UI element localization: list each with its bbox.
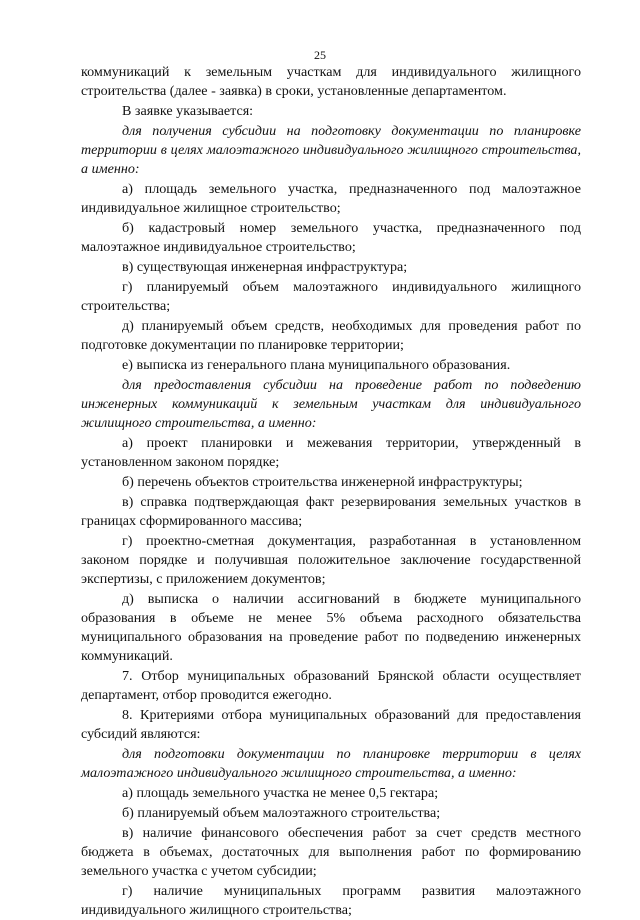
list-item-a: а) проект планировки и межевания территории, утвержденный в установленном законом порядке;: [81, 435, 581, 470]
list-item-d: д) выписка о наличии ассигнований в бюджете муниципального образования в объеме не менее 5% объема расходного обязательства муниципального образования на проведение работ по подведению инженерных коммуникаций.: [81, 591, 581, 664]
list-item-e: е) выписка из генерального плана муниципального образования.: [122, 357, 511, 373]
paragraph-application-deadline: коммуникаций к земельным участкам для индивидуального жилищного строительства (далее - заявка) в сроки, установленные департаментом.: [81, 64, 581, 99]
list-item-g: г) проектно-сметная документация, разработанная в установленном законом порядке и получившая положительное заключение государственной экспертизы, с приложением документов;: [81, 533, 581, 587]
list-item-a: а) площадь земельного участка не менее 0,5 гектара;: [122, 785, 439, 801]
list-item-v: в) наличие финансового обеспечения работ за счет средств местного бюджета в объемах, достаточных для выполнения работ по формированию земельного участка с учетом субсидии;: [81, 825, 581, 879]
list-item-v: в) существующая инженерная инфраструктура;: [122, 259, 408, 275]
list-item-v: в) справка подтверждающая факт резервирования земельных участков в границах сформированного массива;: [81, 494, 581, 529]
document-body: [81, 63, 581, 920]
page-number: 25: [314, 48, 326, 62]
paragraph-planning-subsidy-heading: для получения субсидии на подготовку документации по планировке территории в целях малоэтажного индивидуального жилищного строительства, а именно:: [81, 123, 581, 177]
paragraph-application-contents-intro: В заявке указывается:: [122, 103, 254, 119]
list-item-b: б) кадастровый номер земельного участка, предназначенного под малоэтажное индивидуальное строительство;: [81, 220, 581, 255]
paragraph-planning-criteria-heading: для подготовки документации по планировке территории в целях малоэтажного индивидуального жилищного строительства, а именно:: [81, 746, 581, 781]
clause-7: 7. Отбор муниципальных образований Брянской области осуществляет департамент, отбор проводится ежегодно.: [81, 668, 581, 703]
paragraph-utilities-subsidy-heading: для предоставления субсидии на проведение работ по подведению инженерных коммуникаций к земельным участкам для индивидуального жилищного строительства, а именно:: [81, 377, 581, 431]
list-item-b: б) планируемый объем малоэтажного строительства;: [122, 805, 441, 821]
list-item-a: а) площадь земельного участка, предназначенного под малоэтажное индивидуальное жилищное строительство;: [81, 181, 581, 216]
clause-8: 8. Критериями отбора муниципальных образований для предоставления субсидий являются:: [81, 707, 581, 742]
list-item-g: г) наличие муниципальных программ развития малоэтажного индивидуального жилищного строительства;: [81, 883, 581, 918]
list-item-d: д) планируемый объем средств, необходимых для проведения работ по подготовке документации по планировке территории;: [81, 318, 581, 353]
list-item-b: б) перечень объектов строительства инженерной инфраструктуры;: [122, 474, 523, 490]
list-item-g: г) планируемый объем малоэтажного индивидуального жилищного строительства;: [81, 279, 581, 314]
